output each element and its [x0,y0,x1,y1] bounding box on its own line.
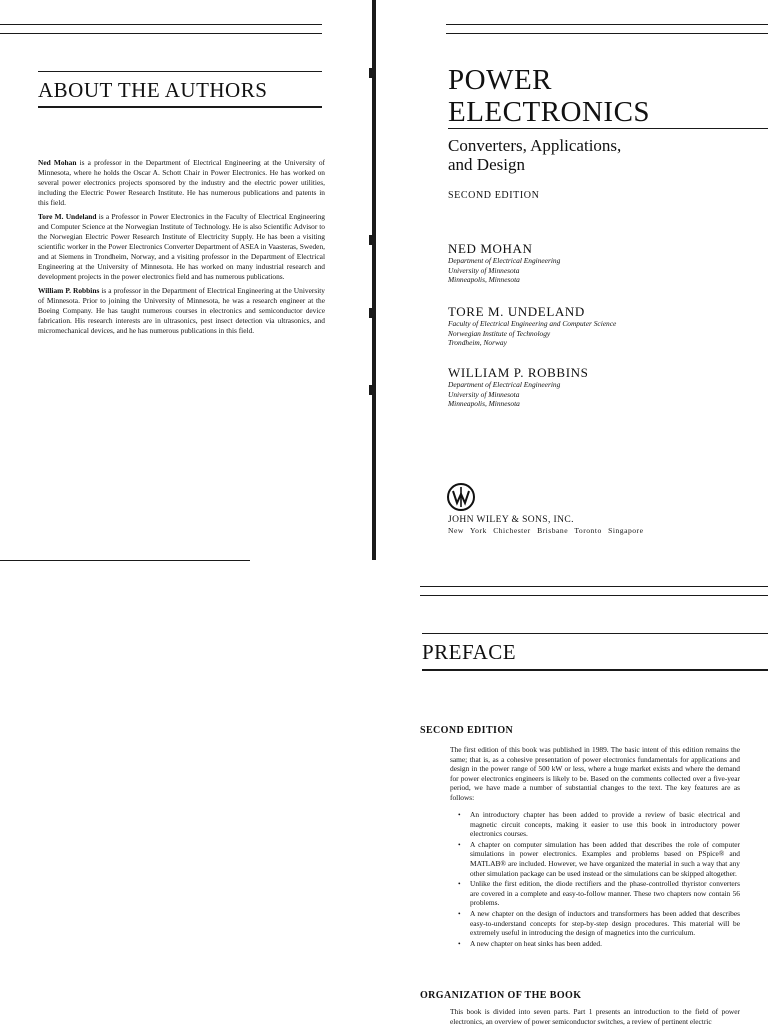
book-spine [372,0,376,560]
bullet-icon: • [458,810,461,819]
heading-rule-bottom [422,669,768,671]
publisher-name: JOHN WILEY & SONS, INC. [448,515,574,525]
author-affiliation: University of Minnesota [448,265,520,275]
top-rule [420,595,768,596]
spine-mark [369,68,372,78]
top-rule [0,24,322,25]
author-affiliation: University of Minnesota [448,389,520,399]
top-rule [0,33,322,34]
list-item [458,840,740,878]
book-title-line1: POWER [448,64,552,96]
top-rule [446,24,768,25]
second-edition-heading: SECOND EDITION [420,725,514,736]
bio-william-robbins [38,286,325,336]
top-rule [446,33,768,34]
spine-mark [369,235,372,245]
bullet-icon: • [458,908,461,918]
feature-text: A chapter on computer simulation has been added that describes the role of computer simulations in power electronics. Examples and problems based on PSpice® and MATLAB® are included. However, we have organized the material in such a way that any other simulation package can be used instead or the simulations can be skipped altogether. [470,839,740,878]
subtitle-line1: Converters, Applications, [448,136,622,155]
feature-list [458,810,740,949]
spine-mark [369,385,372,395]
bio-text: is a Professor in Power Electronics in the Faculty of Electrical Engineering and Computer Science at the Norwegian Institute of Technology. He is also Scientific Advisor to the Norwegian Electric Power Research Institute of Electricity Supply. He has been a visiting scientific worker in the Power Electronics Converter Department of ASEA in Vaasteras, Sweden, and at Siemens in Trondheim, Norway, and a visiting professor in the Department of Electrical Engineering at the University of Minnesota. He has worked on many industrial research and development projects in the power electronics field and has numerous publications. [38,212,325,281]
list-item [458,879,740,908]
bullet-icon: • [458,879,461,889]
author-block-mohan [448,242,560,285]
organization-text: This book is divided into seven parts. Part 1 presents an introduction to the field of power electronics, an overview of power semiconductor switches, a review of pertinent electric [450,1007,740,1026]
spine-mark [369,308,372,318]
preface-intro: The first edition of this book was published in 1989. The basic intent of this edition remains the same; that is, as a cohesive presentation of power electronics fundamentals for applications and design in the power range of 500 kW or less, where a huge market exists and where the demand for power electronics engineers is likely to be. Based on the comments collected over a five-year period, we have made a number of substantial changes to the text. The key features are as follows: [450,745,740,802]
author-affiliation: Norwegian Institute of Technology [448,328,551,338]
author-block-robbins [448,366,588,409]
list-item [458,939,740,949]
author-name: WILLIAM P. ROBBINS [448,365,589,380]
feature-text: A new chapter on the design of inductors and transformers has been added that describes easy-to-understand concepts for step-by-step design procedures. This material will be extremely useful in introducing the design of magnetics into the curriculum. [470,908,740,938]
bio-ned-mohan [38,158,325,208]
author-affiliation: Department of Electrical Engineering [448,380,561,389]
book-title-line2: ELECTRONICS [448,96,651,128]
heading-rule-bottom [38,106,322,108]
list-item [458,810,740,839]
bio-text: is a professor in the Department of Electrical Engineering at the University of Minnesota. Prior to joining the University of Minnesota, he was a research engineer at the Boeing Company. He has taught numerous courses in electronics and semiconductor device fabrication. His research interests are in ultrasonics, pest insect detection via ultrasonics, and micromechanical devices, and he has numerous publications in this field. [38,286,325,335]
bio-name: Ned Mohan [38,158,77,167]
organization-heading: ORGANIZATION OF THE BOOK [420,990,582,1001]
author-affiliation: Faculty of Electrical Engineering and Computer Science [448,319,617,328]
author-bios [38,158,325,340]
publisher-cities: New York Chichester Brisbane Toronto Singapore [448,526,644,535]
book-subtitle [448,136,621,174]
feature-text: An introductory chapter has been added to provide a review of basic electrical and magnetic circuit concepts, making it easier to use this book in introductory power electronics courses. [470,810,740,839]
feature-text: Unlike the first edition, the diode rectifiers and the phase-controlled thyristor converters are covered in a complete and easy-to-follow manner. These two chapters now contain 56 problems. [470,879,740,908]
title-rule [448,128,768,129]
bio-name: Tore M. Undeland [38,212,97,221]
feature-text: A new chapter on heat sinks has been added. [470,938,602,948]
author-affiliation: Minneapolis, Minnesota [448,399,520,408]
list-item [458,909,740,938]
heading-rule-top [38,71,322,72]
heading-rule-top [422,633,768,634]
book-title [448,64,650,128]
wiley-logo-icon [446,482,476,512]
about-authors-heading: ABOUT THE AUTHORS [38,78,268,102]
author-name: TORE M. UNDELAND [448,304,585,319]
page-bottom-rule [0,560,250,561]
author-block-undeland [448,305,616,348]
author-name: NED MOHAN [448,241,533,256]
edition-label: SECOND EDITION [448,190,540,201]
author-affiliation: Trondheim, Norway [448,338,507,347]
bullet-icon: • [458,839,461,849]
subtitle-line2: and Design [448,155,525,174]
preface-heading: PREFACE [422,640,517,664]
author-affiliation: Department of Electrical Engineering [448,256,561,265]
bio-name: William P. Robbins [38,286,100,295]
bio-tore-undeland [38,212,325,282]
top-rule [420,586,768,587]
bullet-icon: • [458,938,461,948]
bio-text: is a professor in the Department of Electrical Engineering at the University of Minnesota, where he holds the Oscar A. Schott Chair in Power Electronics. He has worked on several power electronics projects sponsored by the industry and the electric power utilities, including the Electric Power Research Institute. He has numerous publications and patents in this field. [38,158,325,207]
author-affiliation: Minneapolis, Minnesota [448,275,520,284]
